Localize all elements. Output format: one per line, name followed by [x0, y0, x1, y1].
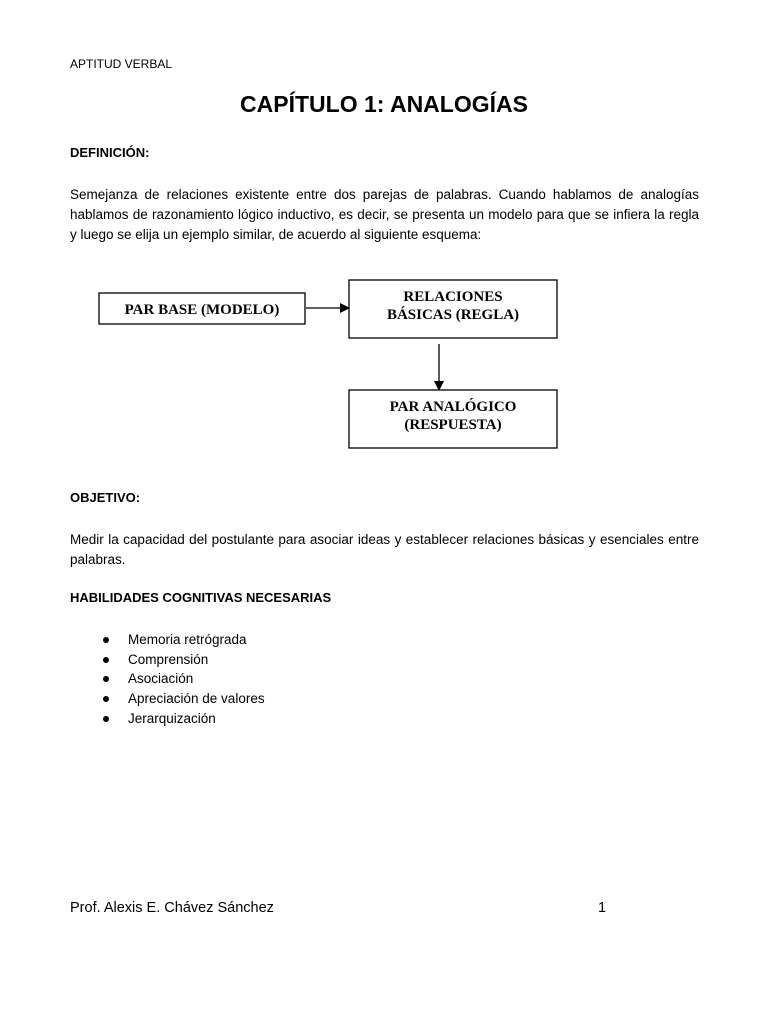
- bullet-icon: [103, 716, 109, 722]
- box-answer-line-1: PAR ANALÓGICO: [389, 399, 517, 415]
- list-item: [70, 630, 265, 650]
- bullet-icon: [103, 637, 109, 643]
- list-item: [70, 689, 265, 709]
- bullet-icon: [103, 657, 109, 663]
- bullet-icon: [103, 696, 109, 702]
- page-title: CAPÍTULO 1: ANALOGÍAS: [240, 91, 528, 117]
- skill-label: Comprensión: [128, 651, 209, 667]
- skill-label: Asociación: [128, 671, 194, 687]
- skills-heading: HABILIDADES COGNITIVAS NECESARIAS: [70, 590, 332, 605]
- box-answer-line-2: (RESPUESTA): [404, 417, 502, 433]
- list-item: [70, 709, 265, 729]
- list-item: [70, 669, 265, 689]
- definition-heading: DEFINICIÓN:: [70, 145, 150, 160]
- page-number: 1: [598, 900, 607, 916]
- box-answer: [349, 390, 557, 448]
- skill-label: Apreciación de valores: [128, 691, 265, 707]
- skill-label: Jerarquización: [128, 710, 216, 726]
- list-item: [70, 650, 265, 670]
- bullet-icon: [103, 676, 109, 682]
- objective-heading: OBJETIVO:: [70, 490, 141, 505]
- objective-paragraph: Medir la capacidad del postulante para asociar ideas y establecer relaciones básicas y esenciales entre palabras.: [70, 532, 699, 567]
- box-base: [99, 293, 305, 324]
- skill-label: Memoria retrógrada: [128, 632, 247, 647]
- box-rules-line-1: RELACIONES: [403, 289, 503, 305]
- box-rules: [349, 280, 557, 338]
- footer-author: Prof. Alexis E. Chávez Sánchez: [70, 900, 274, 916]
- definition-paragraph: Semejanza de relaciones existente entre dos parejas de palabras. Cuando hablamos de analogías hablamos de razonamiento lógico inductivo, es decir, se presenta un modelo para que se infiera la regla y luego se elija un ejemplo similar, de acuerdo al siguiente esquema:: [70, 187, 699, 242]
- analogy-diagram: [0, 0, 768, 470]
- box-base-label: PAR BASE (MODELO): [124, 302, 280, 318]
- running-header: APTITUD VERBAL: [70, 57, 173, 71]
- box-rules-line-2: BÁSICAS (REGLA): [386, 307, 520, 323]
- skills-list: [70, 630, 265, 728]
